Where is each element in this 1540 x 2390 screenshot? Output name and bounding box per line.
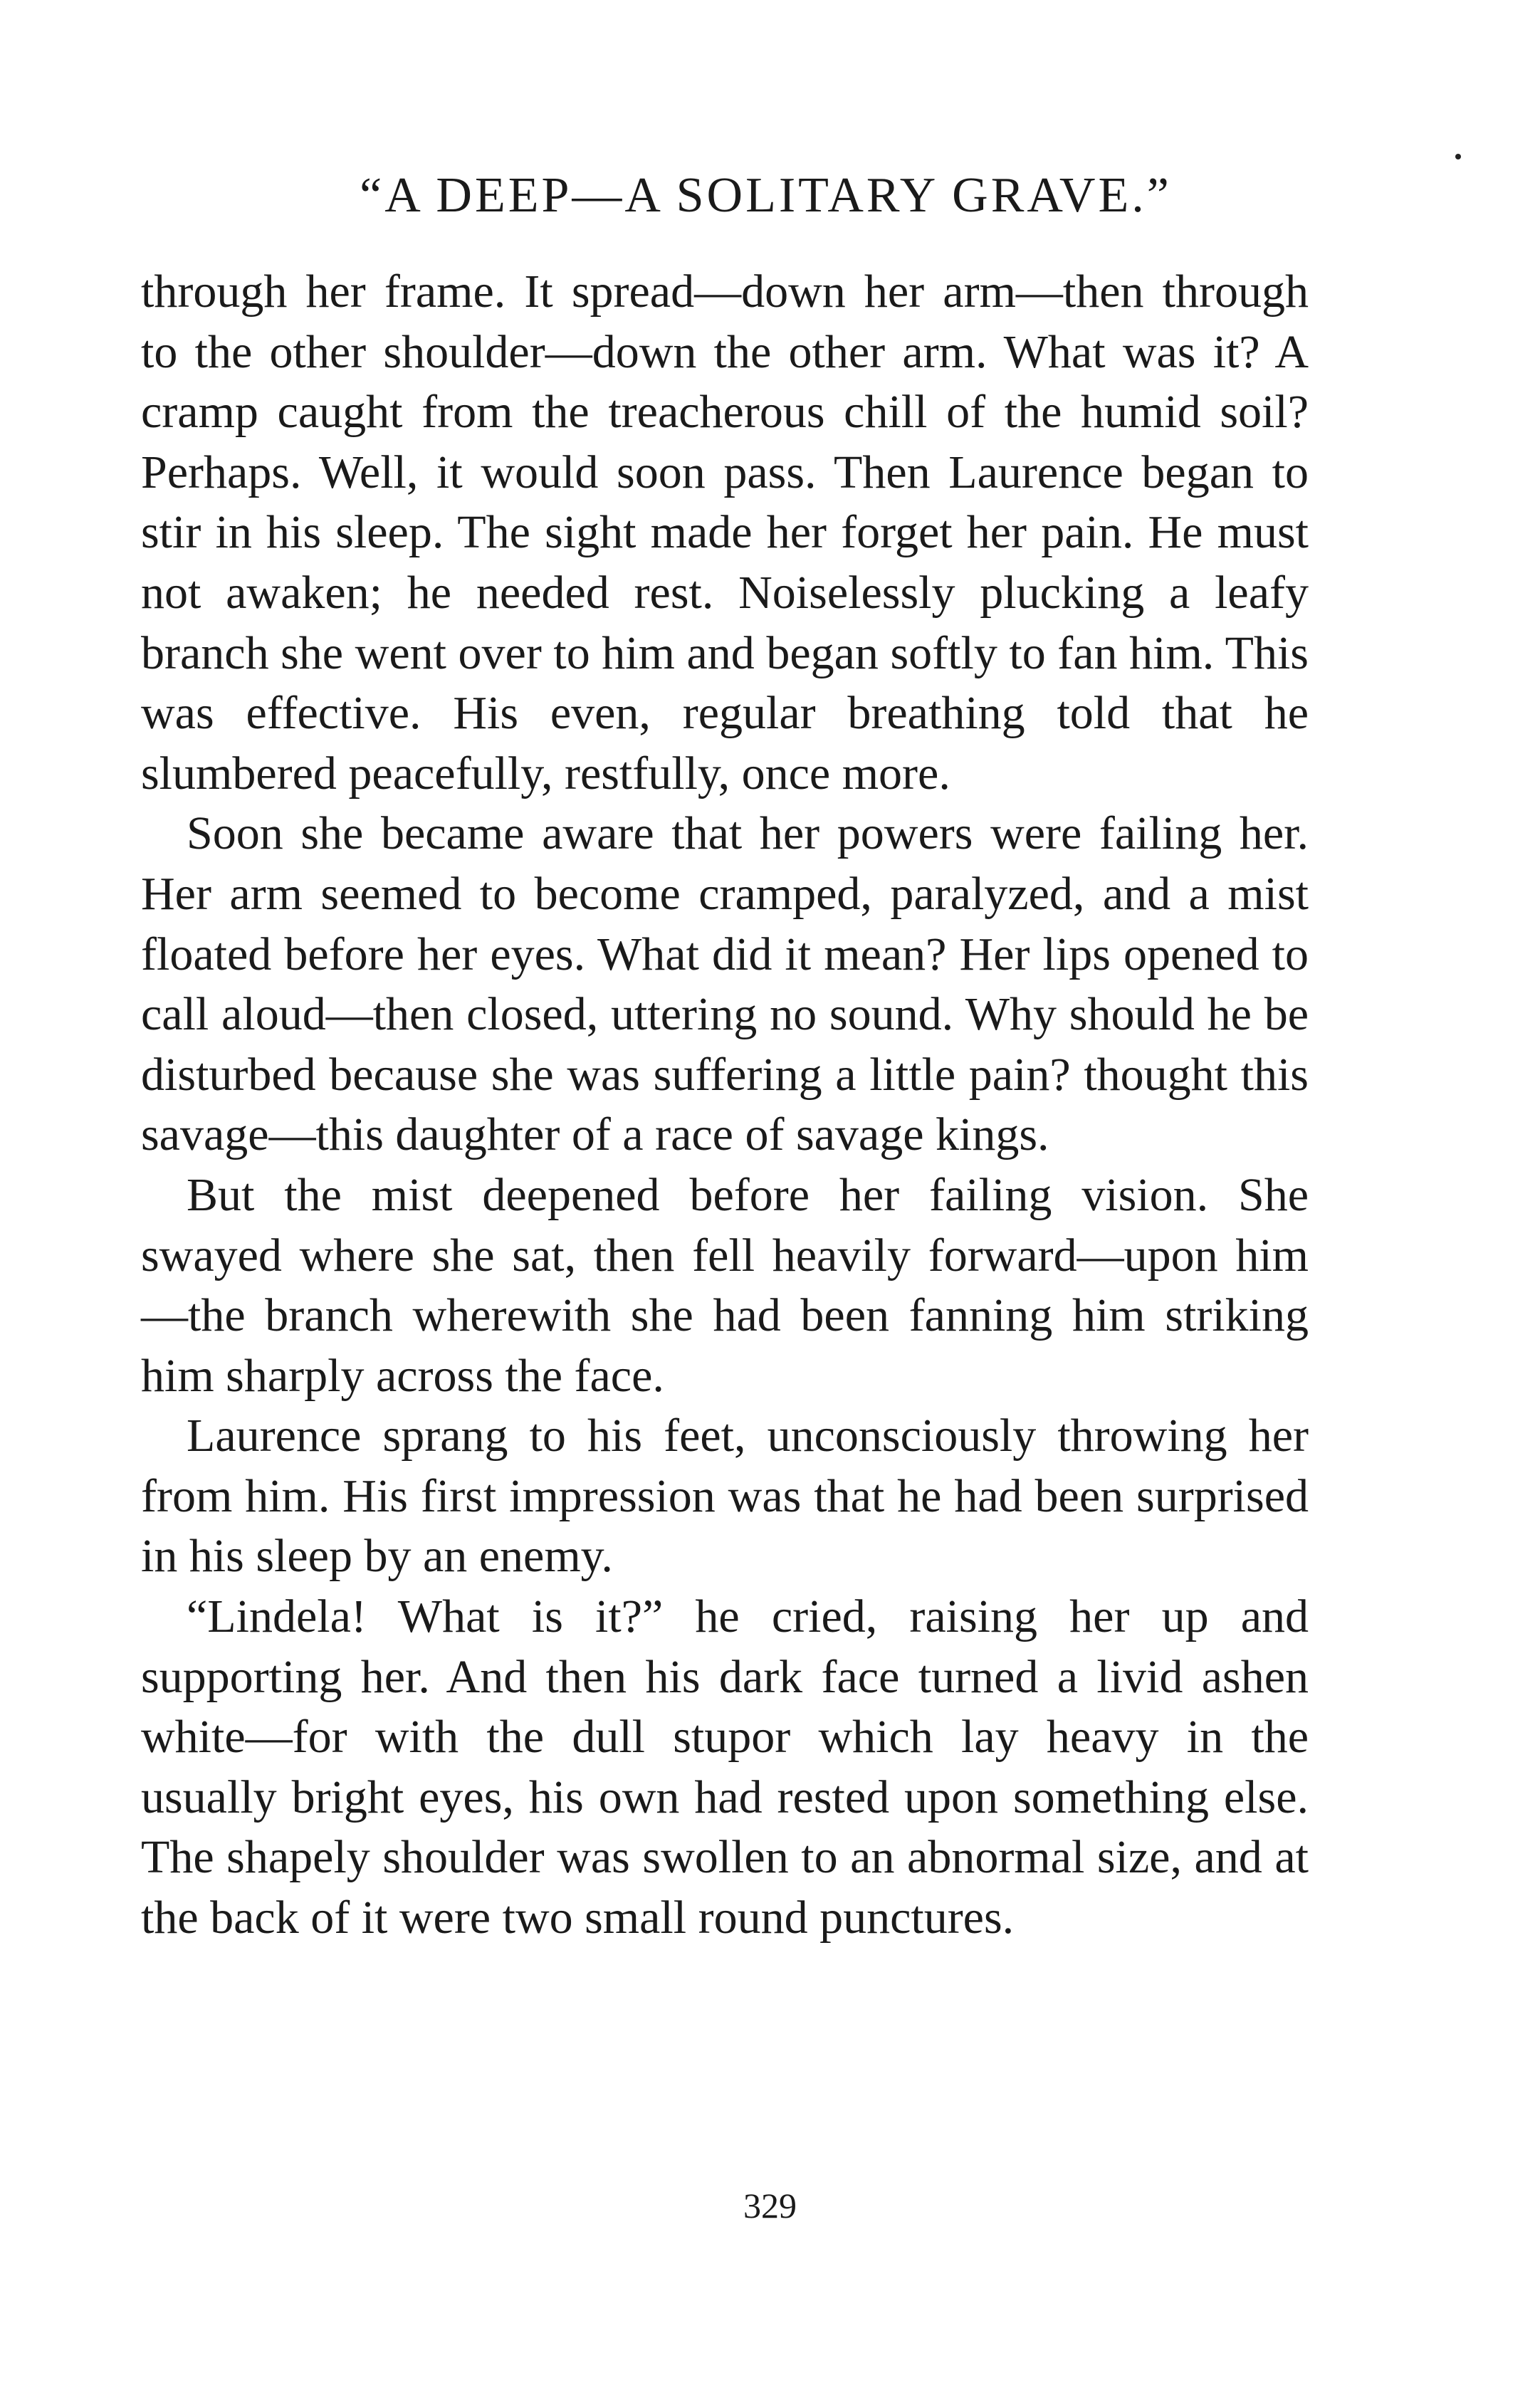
running-head: “A DEEP—A SOLITARY GRAVE.”	[360, 168, 1172, 223]
paragraph: “Lindela! What is it?” he cried, raising her up and supporting her. And then his dark face turned a livid ashen white—for with the dull stupor which lay heavy in the usually bright eyes, his own had rested upon something else. The shapely shoulder was swollen to an abnormal size, and at the back of it were two small round punctures.	[141, 1590, 1309, 1944]
paragraph: through her frame. It spread—down her arm—then through to the other shoulder—down the other arm. What was it? A cramp caught from the treacherous chill of the humid soil? Perhaps. Well, it would soon pass. Then Laurence began to stir in his sleep. The sight made her forget her pain. He must not awaken; he needed rest. Noiselessly plucking a leafy branch she went over to him and began softly to fan him. This was effective. His even, regular breathing told that he slumbered peacefully, restfully, once more.	[141, 266, 1309, 800]
paragraph: Laurence sprang to his feet, unconsciously throwing her from him. His first impression was that he had been surprised in his sleep by an enemy.	[141, 1410, 1309, 1583]
paragraph: But the mist deepened before her failing vision. She swayed where she sat, then fell heavily forward—upon him—the branch wherewith she had been fanning him striking him sharply across the face.	[141, 1168, 1309, 1402]
paragraph: Soon she became aware that her powers were failing her. Her arm seemed to become cramped, paralyzed, and a mist floated before her eyes. What did it mean? Her lips opened to call aloud—then closed, uttering no sound. Why should he be disturbed because she was suffering a little pain? thought this savage—this daughter of a race of savage kings.	[141, 807, 1309, 1161]
body-text	[141, 262, 1309, 1949]
book-page	[141, 164, 1309, 1949]
ink-speck	[1455, 154, 1461, 159]
page-number: 329	[743, 2186, 797, 2226]
